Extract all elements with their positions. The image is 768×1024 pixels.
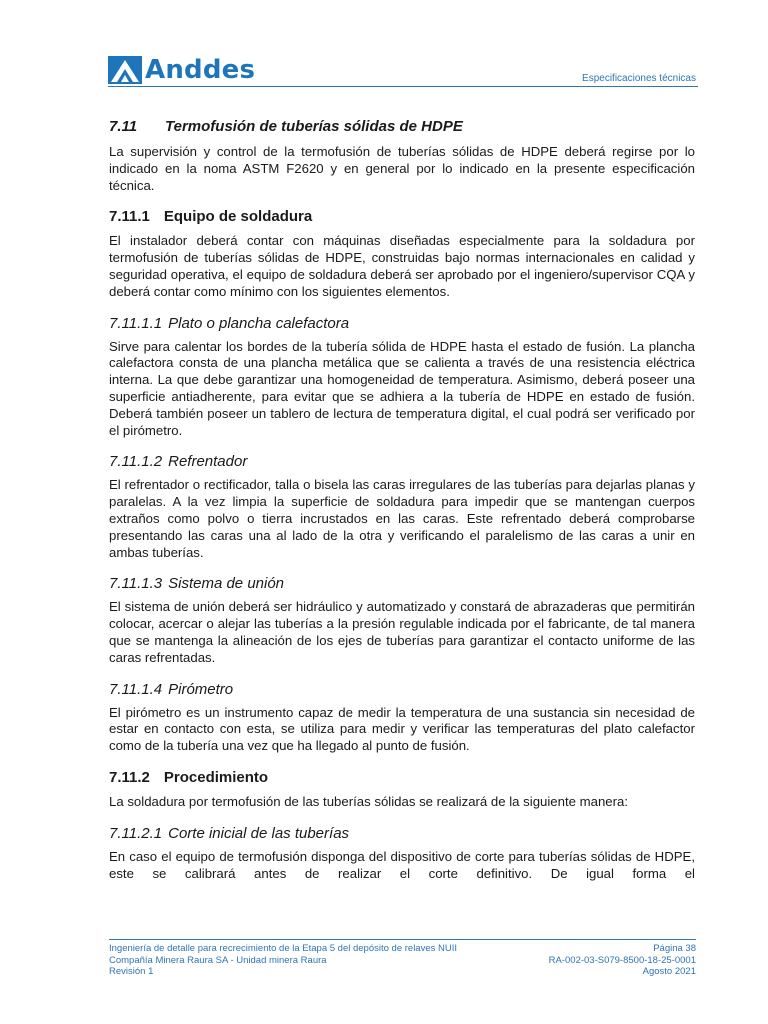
- subsubsection-paragraph: El sistema de unión deberá ser hidráulico y automatizado y constará de abrazaderas que permitirán colocar, acercar o alejar las tuberías a la presión regulable indicada por el fabricante, de tal manera que se mantenga la alineación de los ejes de tuberías para garantizar el contacto uniforme de las caras refrentadas.: [109, 599, 695, 665]
- footer-revision: Revisión 1: [109, 966, 154, 977]
- document-body: [109, 118, 695, 882]
- subsubsection-heading: [109, 453, 695, 470]
- page-header: [108, 52, 698, 87]
- subsubsection-paragraph: El pirómetro es un instrumento capaz de medir la temperatura de una sustancia sin necesidad de estar en contacto con esta, se utiliza para medir y verificar las temperaturas del plato calefactor como de la tubería una vez que ha llegado al punto de fusión.: [109, 704, 695, 754]
- document-type-label: Especificaciones técnicas: [582, 73, 696, 84]
- subsubsection-number: 7.11.1.3: [109, 575, 163, 593]
- subsubsection-title: Corte inicial de las tuberías: [168, 824, 350, 842]
- subsection-heading: [109, 208, 695, 225]
- subsection-title: Procedimiento: [163, 768, 269, 786]
- subsubsection-heading: [109, 315, 695, 332]
- footer-page-number: Página 38: [653, 943, 696, 954]
- subsubsection-number: 7.11.1.1: [109, 314, 163, 332]
- subsubsection-title: Sistema de unión: [168, 575, 285, 593]
- footer-client: Compañía Minera Raura SA - Unidad minera Raura: [109, 954, 327, 966]
- subsubsection-paragraph: En caso el equipo de termofusión disponga del dispositivo de corte para tuberías sólidas de HDPE, este se calibrará antes de realizar el corte definitivo. De igual forma el: [109, 848, 695, 881]
- footer-date: Agosto 2021: [642, 966, 696, 977]
- subsubsection-title: Refrentador: [168, 453, 248, 471]
- section-heading: [109, 118, 695, 135]
- subsection-number: 7.11.1: [109, 208, 150, 226]
- mountain-logo-icon: [108, 56, 142, 84]
- section-paragraph: La supervisión y control de la termofusión de tuberías sólidas de HDPE deberá regirse por lo indicado en la noma ASTM F2620 y en general por lo indicado en la presente especificación técnica.: [109, 144, 695, 193]
- subsubsection-paragraph: El refrentador o rectificador, talla o bisela las caras irregulares de las tuberías para dejarlas planas y paralelas. A la vez limpia la superficie de soldadura para impedir que se mantengan cuerpos extraños como polvo o tierra incrustados en las caras. Este refrentado deberá comprobarse presentando las caras una al lado de la otra y verificando el paralelismo de las caras a unir en ambas tuberías.: [109, 477, 695, 560]
- section-title: Termofusión de tuberías sólidas de HDPE: [165, 118, 463, 135]
- subsection-heading: [109, 769, 695, 786]
- subsubsection-number: 7.11.1.2: [109, 453, 163, 471]
- subsubsection-title: Pirómetro: [168, 680, 234, 698]
- logo-text: Anddes: [145, 55, 256, 85]
- footer-project-title: Ingeniería de detalle para recrecimiento de la Etapa 5 del depósito de relaves NUII: [109, 943, 458, 954]
- footer-document-code: RA-002-03-S079-8500-18-25-0001: [548, 954, 696, 966]
- subsection-title: Equipo de soldadura: [163, 208, 313, 226]
- footer-left: [109, 943, 457, 978]
- subsubsection-heading: [109, 575, 695, 592]
- subsubsection-heading: [109, 681, 695, 698]
- subsubsection-number: 7.11.2.1: [109, 824, 163, 842]
- subsubsection-heading: [109, 825, 695, 842]
- subsection-number: 7.11.2: [109, 768, 150, 786]
- subsubsection-number: 7.11.1.4: [109, 680, 163, 698]
- subsection-paragraph: El instalador deberá contar con máquinas diseñadas especialmente para la soldadura por termofusión de tuberías sólidas de HDPE, construidas bajo normas internacionales en calidad y seguridad operativa, el equipo de soldadura deberá ser aprobado por el ingeniero/supervisor CQA y deberá contar como mínimo con los siguientes elementos.: [109, 233, 695, 299]
- subsection-paragraph: La soldadura por termofusión de las tuberías sólidas se realizará de la siguiente manera:: [109, 793, 629, 809]
- section-number: 7.11: [109, 118, 138, 135]
- subsubsection-paragraph: Sirve para calentar los bordes de la tubería sólida de HDPE hasta el estado de fusión. La plancha calefactora consta de una plancha metálica que se calienta a través de una resistencia eléctrica interna. La que debe garantizar una homogeneidad de temperatura. Asimismo, deberá poseer una superficie antiadherente, para evitar que se adhiera a la tubería de HDPE en estado de fusión. Deberá también poseer un tablero de lectura de temperatura digital, el cual podrá ser verificado por el pirómetro.: [109, 338, 695, 438]
- page-footer: [109, 939, 696, 978]
- subsubsection-title: Plato o plancha calefactora: [168, 314, 350, 332]
- anddes-logo: [108, 52, 255, 84]
- footer-right: [549, 943, 696, 978]
